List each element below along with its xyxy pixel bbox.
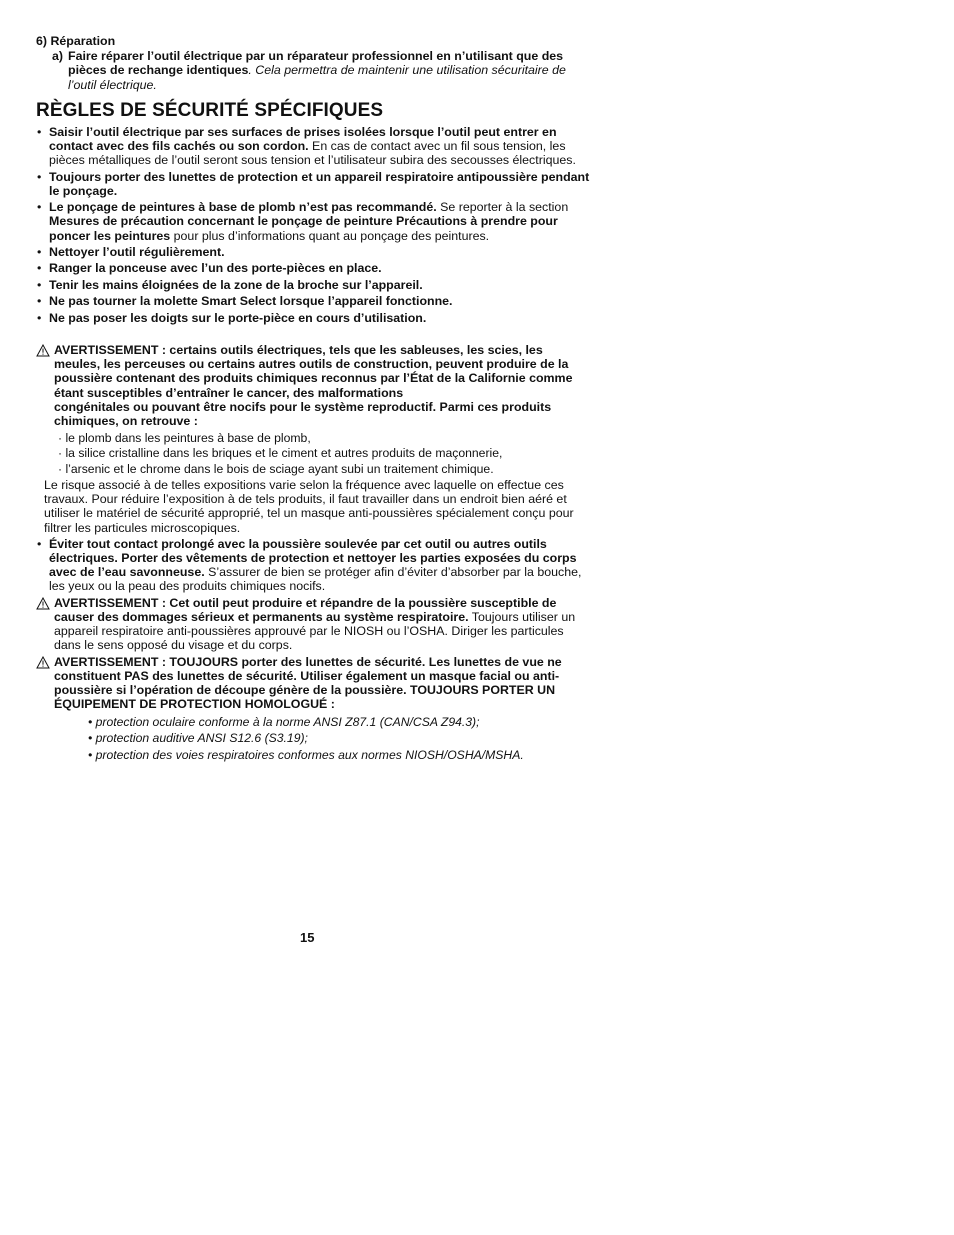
list-item [36, 294, 592, 308]
item-a-text [68, 49, 592, 92]
bullet-glyph: • [37, 294, 42, 309]
list-item: • protection auditive ANSI S12.6 (S3.19); [88, 731, 308, 746]
bullet-glyph: • [37, 277, 42, 292]
list-item [36, 170, 592, 198]
bullet-glyph: • [37, 245, 42, 259]
safety-rules-list [36, 125, 592, 325]
page-number: 15 [300, 930, 315, 945]
bullet-glyph: • [37, 261, 42, 276]
document-page [36, 34, 592, 764]
bullet-bold: Ranger la ponceuse avec l’un des porte-pièces en place. [49, 261, 382, 276]
list-item: · l’arsenic et le chrome dans le bois de sciage ayant subi un traitement chimique. [58, 461, 494, 476]
warning-triangle-icon [36, 656, 50, 669]
warning-respiratory-bold: AVERTISSEMENT : Cet outil peut produire et répandre de la poussière susceptible de causer des dommages sérieux et permanents au système respiratoire. [54, 595, 557, 625]
warning-respiratory-text: Toujours utiliser un appareil respiratoire anti-poussières approuvé par le NIOSH ou l’OSHA. Diriger les particules dans le sens opposé du visage et du corps. [54, 610, 576, 653]
bullet-bold: Nettoyer l’outil régulièrement. [49, 245, 225, 259]
page-title: RÈGLES DE SÉCURITÉ SPÉCIFIQUES [36, 99, 384, 121]
bullet-bold: Tenir les mains éloignées de la zone de la broche sur l’appareil. [49, 277, 423, 292]
bullet-bold: Saisir l’outil électrique par ses surfaces de prises isolées lorsque l’outil peut entrer en contact avec des fils cachés ou son cordon. [49, 124, 557, 154]
warning-triangle-icon [36, 344, 50, 357]
bullet-text: En cas de contact avec un fil sous tension, les pièces métalliques de l’outil seront sous tension et l’utilisateur subira des secousses électriques. [49, 139, 576, 168]
bullet-bold: Le ponçage de peintures à base de plomb n’est pas recommandé. [49, 200, 437, 215]
bullet-bold: Éviter tout contact prolongé avec la poussière soulevée par cet outil ou autres outils électriques. Porter des vêtements de protection et nettoyer les parties exposées du corps avec de l’eau savonneuse. [49, 536, 577, 580]
warning-eye-protection-text: AVERTISSEMENT : TOUJOURS porter des lunettes de sécurité. Les lunettes de vue ne constituent PAS des lunettes de sécurité. Utiliser également un masque facial ou anti-poussière si l’opération de découpe génère de la poussière. TOUJOURS PORTER UN ÉQUIPEMENT DE PROTECTION HOMOLOGUÉ : [54, 654, 562, 712]
bullet-glyph: • [37, 536, 42, 551]
bullet-bold: Ne pas poser les doigts sur le porte-pièce en cours d’utilisation. [49, 310, 427, 325]
list-item [36, 245, 592, 259]
list-item [36, 261, 592, 275]
bullet-glyph: • [37, 124, 42, 139]
warning-california [36, 343, 592, 428]
chemicals-list [58, 431, 592, 477]
bullet-text: S’assurer de bien se protéger afin d’éviter d’absorber par la bouche, les yeux ou la peau des produits chimiques nocifs. [49, 565, 582, 594]
list-item [36, 200, 592, 243]
list-item [36, 278, 592, 292]
warning-california-text: AVERTISSEMENT : certains outils électriques, tels que les sableuses, les scies, les meules, les perceuses ou certains autres outils de construction, peuvent produire de la poussière contenant des produits chimiques reconnus par l’État de la Californie comme étant susceptibles d’entraîner le cancer, des malformations [54, 342, 573, 400]
dust-list [36, 537, 592, 594]
bullet-bold-2: Mesures de précaution concernant le ponçage de peinture Précautions à prendre pour poncer les peintures [49, 214, 558, 243]
bullet-glyph: • [37, 310, 42, 325]
list-item: • protection des voies respiratoires conformes aux normes NIOSH/OSHA/MSHA. [88, 747, 524, 762]
list-item: • protection oculaire conforme à la norme ANSI Z87.1 (CAN/CSA Z94.3); [88, 714, 480, 729]
bullet-text: Se reporter à la section [436, 200, 569, 215]
section-heading-reparation: 6) Réparation [36, 34, 116, 48]
list-item [36, 311, 592, 325]
bullet-bold: Ne pas tourner la molette Smart Select lorsque l’appareil fonctionne. [49, 294, 453, 309]
bullet-bold: Toujours porter des lunettes de protection et un appareil respiratoire antipoussière pendant le ponçage. [49, 169, 590, 198]
list-item: · le plomb dans les peintures à base de plomb, [58, 431, 311, 446]
list-item [36, 125, 592, 168]
list-item: · la silice cristalline dans les briques et le ciment et autres produits de maçonnerie, [58, 446, 503, 461]
item-a-bold: Faire réparer l’outil électrique par un réparateur professionnel en n’utilisant que des pièces de rechange identiques [68, 49, 564, 78]
ppe-list [88, 715, 592, 762]
bullet-glyph: • [37, 200, 42, 215]
bullet-glyph: • [37, 169, 42, 184]
item-a-label: a) [52, 49, 64, 64]
warning-triangle-icon [36, 597, 50, 610]
warning-california-text-cont: congénitales ou pouvant être nocifs pour le système reproductif. Parmi ces produits chimiques, on retrouve : [54, 399, 552, 428]
exposure-paragraph: Le risque associé à de telles expositions varie selon la fréquence avec laquelle on effectue ces travaux. Pour réduire l’exposition à de tels produits, il faut travailler dans un endroit bien aéré et utiliser le matériel de sécurité approprié, tel un masque anti-poussières spécialement conçu pour filtrer les particules microscopiques. [44, 478, 574, 535]
warning-eye-protection [36, 655, 592, 712]
spacer [36, 327, 592, 343]
list-item [36, 537, 592, 594]
warning-respiratory [36, 596, 592, 653]
item-a [36, 49, 592, 92]
bullet-text-2: pour plus d’informations quant au ponçage des peintures. [170, 228, 490, 243]
item-a-italic: . Cela permettra de maintenir une utilisation sécuritaire de l’outil électrique. [68, 63, 566, 92]
